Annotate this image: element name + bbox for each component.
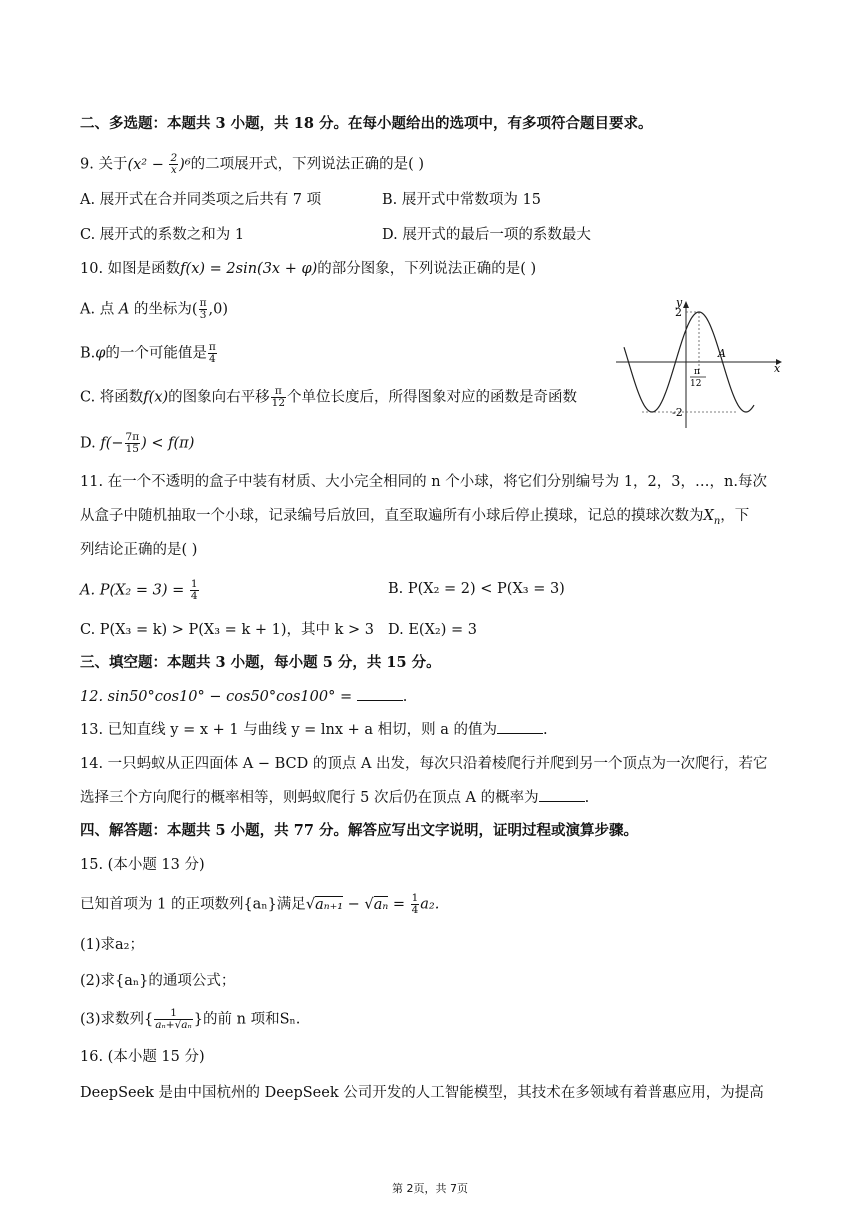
q15-part-2: (2)求{aₙ}的通项公式； [80,973,236,989]
tick-den: 12 [690,379,702,389]
page-footer: 第 2页，共 7页 [392,1182,468,1195]
q15-stem: 已知首项为 1 的正项数列{aₙ}满足√aₙ₊₁ − √aₙ = $\frac{1}{4}$ a₂. [80,892,440,916]
section-fill-heading: 三、填空题：本题共 3 小题，每小题 5 分，共 15 分。 [80,654,441,671]
q11-option-d: D. E(X₂) = 3 [388,622,477,638]
q15-heading: 15. (本小题 13 分) [80,857,205,873]
q9-option-d: D. 展开式的最后一项的系数最大 [382,227,591,243]
q9-option-c: C. 展开式的系数之和为 1 [80,227,245,243]
max-label: 2 [675,306,682,319]
q11-option-a [80,579,200,602]
q10-option-c [80,386,577,409]
min-label: -2 [672,406,683,419]
q10-b-var: φ [95,345,106,362]
q10-b-mid: 的一个可能值是 [105,345,207,362]
question-9-stem [80,153,424,176]
q11-line-3: 列结论正确的是( ) [80,542,198,558]
q10-c-post: 个单位长度后，所得图象对应的函数是奇函数 [287,389,578,406]
q15-stem-d: aₙ [373,896,389,913]
q10-c-fn: f(x) [143,389,169,406]
q11-option-b: B. P(X₂ = 2) < P(X₃ = 3) [388,581,565,597]
q10-c-pre: C. 将函数 [80,389,144,406]
q15-part-3 [80,1008,300,1031]
q10-option-b [80,342,218,365]
q15-stem-c: − [347,896,360,913]
q10-b-frac: $\frac{\pi}{4}$ [208,341,216,365]
q10-d-f1: f(− [100,435,124,452]
q10-d-frac: $\frac{7\pi}{15}$ [125,431,140,455]
tick-num: π [694,367,700,377]
q11-line2b: ，下 [720,508,750,524]
question-13 [80,720,548,740]
question-12 [80,687,407,707]
question-10-stem [80,259,536,279]
q10-a-post: ,0) [208,301,228,318]
q10-a-pre: A. 点 [80,301,115,318]
q10-formula: f(x) = 2sin(3x + φ) [180,261,318,277]
q13-text: 13. 已知直线 y = x + 1 与曲线 y = lnx + a 相切，则 a 的值为 [80,722,498,738]
q11-line2s: n [713,515,721,527]
q11-a-frac: $\frac{1}{4}$ [190,578,198,602]
q11-line-1: 11. 在一个不透明的盒子中装有材质、大小完全相同的 n 个小球，将它们分别编号为 1，2，3，…，n.每次 [80,474,767,490]
q10-d-pre: D. [80,435,96,452]
q14-line2-text: 选择三个方向爬行的概率相等，则蚂蚁爬行 5 次后仍在顶点 A 的概率为 [80,790,539,806]
q15-stem-b: aₙ₊₁ [315,896,344,913]
q10-a-var: A [118,301,130,318]
q15-p3-frac: $\frac{1}{\text{aₙ+√aₙ}}$ [155,1007,192,1031]
q10-option-d [80,432,194,455]
q10-d-mid: ) < f(π) [141,435,195,452]
q10-c-frac: $\frac{\pi}{12}$ [271,385,286,409]
q9-prefix: 9. 关于 [80,156,128,173]
y-axis-label: y [676,300,683,309]
x-axis-label: x [774,362,781,375]
q10-a-frac: $\frac{\pi}{3}$ [199,297,207,321]
q10-b-pre: B. [80,345,96,362]
q12-text: 12. sin50°cos10° − cos50°cos100° = [80,689,353,705]
q15-stem-e: = [392,896,405,913]
q11-line-2 [80,506,749,532]
q15-p3-pre: (3)求数列{ [80,1011,154,1028]
q10-option-a [80,298,228,321]
section-solve-heading: 四、解答题：本题共 5 小题，共 77 分。解答应写出文字说明，证明过程或演算步骤。 [80,822,638,839]
q10-c-mid: 的图象向右平移 [168,389,270,406]
q14-end: . [584,790,590,806]
q14-line-2 [80,788,589,808]
sine-graph-figure [614,300,784,432]
q11-option-c: C. P(X₃ = k) > P(X₃ = k + 1)，其中 k > 3 [80,622,374,638]
q15-stem-f: a₂. [420,896,440,913]
q9-suffix: 的二项展开式，下列说法正确的是( ) [190,156,425,173]
q11-a-text: A. P(X₂ = 3) = [80,582,185,599]
q15-p3-post: }的前 n 项和Sₙ. [193,1011,301,1028]
y-axis-arrow [683,301,689,308]
q10-prefix: 10. 如图是函数 [80,261,181,277]
q11-line2v: X [703,508,714,524]
section-multi-choice-heading: 二、多选题：本题共 3 小题，共 18 分。在每小题给出的选项中，有多项符合题目要求。 [80,115,653,132]
q10-suffix: 的部分图象，下列说法正确的是( ) [317,261,537,277]
q15-part-1: (1)求a₂； [80,937,144,953]
q15-frac: $\frac{1}{4}$ [411,892,419,916]
q15-stem-a: 已知首项为 1 的正项数列{aₙ}满足 [80,896,306,913]
q9-option-b: B. 展开式中常数项为 15 [382,192,541,208]
q14-line-1: 14. 一只蚂蚁从正四面体 A − BCD 的顶点 A 出发，每次只沿着棱爬行并爬到另一个顶点为一次爬行，若它 [80,756,768,772]
q10-a-mid: 的坐标为( [133,301,198,318]
q13-answer-blank[interactable] [497,721,543,734]
q12-end: . [402,689,408,705]
q9-binomial: (x² − $\frac{2}{x}$ )⁶ [127,152,191,176]
q16-heading: 16. (本小题 15 分) [80,1049,205,1065]
q14-answer-blank[interactable] [539,789,585,802]
q16-line-1: DeepSeek 是由中国杭州的 DeepSeek 公司开发的人工智能模型，其技术在多领域有着普惠应用，为提高 [80,1085,764,1101]
q13-end: . [543,722,548,738]
q11-line2a: 从盒子中随机抽取一个小球，记录编号后放回，直至取遍所有小球后停止摸球，记总的摸球次数为 [80,508,704,524]
q9-option-a: A. 展开式在合并同类项之后共有 7 项 [80,192,322,208]
point-a-label: A [718,347,726,360]
q12-answer-blank[interactable] [357,688,403,701]
